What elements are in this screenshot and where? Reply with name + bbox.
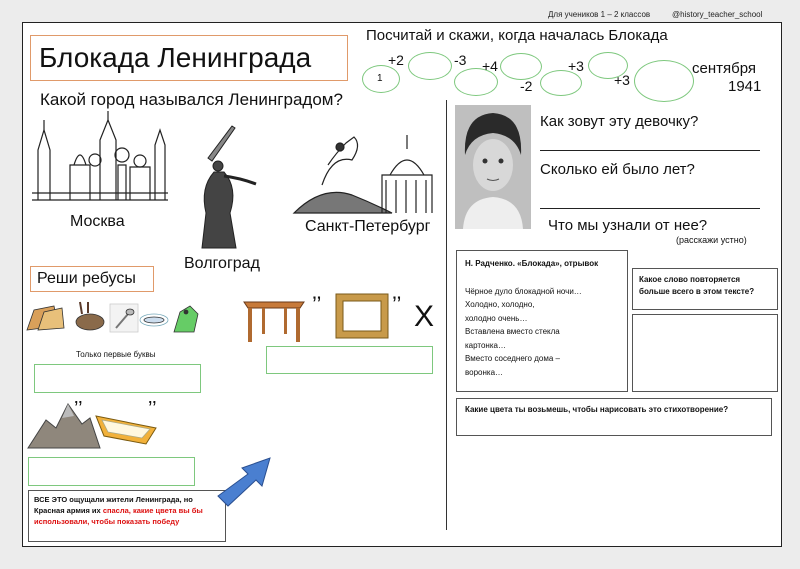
colors-question-box bbox=[456, 398, 772, 436]
year-label: 1941 bbox=[728, 78, 762, 95]
arrow-icon bbox=[214, 456, 274, 508]
victory-note-box bbox=[28, 490, 226, 542]
op-plus-3a: +3 bbox=[568, 58, 584, 74]
oral-answer-note: (расскажи устно) bbox=[676, 235, 747, 245]
month-label: сентября bbox=[692, 60, 757, 77]
start-number: 1 bbox=[377, 73, 383, 84]
girl-photo bbox=[455, 105, 531, 229]
rebus-title: Реши ребусы bbox=[30, 266, 154, 292]
rebus-answer-2[interactable] bbox=[266, 346, 433, 374]
answer-oval-1[interactable] bbox=[408, 52, 452, 80]
mountain-picture bbox=[26, 398, 102, 450]
poem-line-5: картонка… bbox=[465, 340, 506, 350]
rebus-pictures-row bbox=[24, 300, 202, 336]
repeated-word-answer-box[interactable] bbox=[632, 314, 778, 392]
rebus-answer-3[interactable] bbox=[28, 457, 195, 486]
poem-line-2: Холодно, холодно, bbox=[465, 300, 535, 309]
volgograd-label: Волгоград bbox=[184, 255, 260, 272]
repeated-word-question: Какое слово повторяется больше всего в этом тексте? bbox=[639, 275, 755, 296]
frame-picture bbox=[334, 292, 390, 340]
rebus-answer-1[interactable] bbox=[34, 364, 201, 393]
answer-oval-3[interactable] bbox=[500, 53, 542, 80]
op-plus-3b: +3 bbox=[614, 72, 630, 88]
girl-name-question: Как зовут эту девочку? bbox=[540, 113, 699, 130]
page-title: Блокада Ленинграда bbox=[30, 35, 348, 81]
victory-note-text: ВСЕ ЭТО ощущали жители Ленинграда, но Красная армия их bbox=[34, 495, 193, 515]
first-letters-hint: Только первые буквы bbox=[76, 350, 156, 359]
answer-line-age[interactable] bbox=[540, 208, 760, 209]
spb-label: Санкт-Петербург bbox=[305, 218, 431, 235]
moscow-label: Москва bbox=[70, 213, 125, 230]
poem-box bbox=[456, 250, 628, 392]
counting-task: Посчитай и скажи, когда началась Блокада bbox=[366, 27, 668, 44]
answer-line-name[interactable] bbox=[540, 150, 760, 151]
volgograd-statue-drawing bbox=[180, 118, 270, 253]
spb-monument-drawing bbox=[292, 125, 442, 217]
op-plus-4: +4 bbox=[482, 58, 498, 74]
author-handle: @history_teacher_school bbox=[672, 10, 763, 19]
poem-source: Н. Радченко. «Блокада», отрывок bbox=[465, 259, 599, 268]
city-question: Какой город назывался Ленинградом? bbox=[40, 90, 343, 109]
rebus-comma-3: ’’ bbox=[74, 398, 83, 420]
rebus-comma-4: ’’ bbox=[148, 398, 157, 420]
op-minus-3: -3 bbox=[454, 52, 467, 68]
poem-line-6: Вместо соседнего дома – bbox=[465, 354, 560, 363]
girl-learned-question: Что мы узнали от нее? bbox=[548, 217, 708, 234]
answer-oval-final[interactable] bbox=[634, 60, 694, 102]
colors-question: Какие цвета ты возьмешь, чтобы нарисовать это стихотворение? bbox=[465, 405, 729, 414]
rebus-comma-2: ’’ bbox=[392, 292, 402, 317]
poem-line-3: холодно очень… bbox=[465, 313, 528, 323]
rebus-comma-1: ’’ bbox=[312, 292, 322, 317]
op-plus-2: +2 bbox=[388, 52, 404, 68]
girl-age-question: Сколько ей было лет? bbox=[540, 161, 695, 178]
poem-line-4: Вставлена вместо стекла bbox=[465, 327, 560, 336]
grade-note: Для учеников 1 – 2 классов bbox=[548, 10, 651, 19]
column-divider bbox=[446, 100, 447, 530]
op-minus-2: -2 bbox=[520, 78, 533, 94]
poem-line-1: Чёрное дуло блокадной ночи… bbox=[465, 286, 582, 296]
table-picture bbox=[240, 294, 308, 344]
letter-x: X bbox=[414, 300, 435, 333]
victory-note-red-text: спасла, какие цвета вы бы использовали, чтобы показать победу bbox=[34, 506, 203, 526]
moscow-kremlin-drawing bbox=[30, 105, 170, 205]
poem-line-7: воронка… bbox=[465, 367, 504, 377]
repeated-word-question-box bbox=[632, 268, 778, 310]
